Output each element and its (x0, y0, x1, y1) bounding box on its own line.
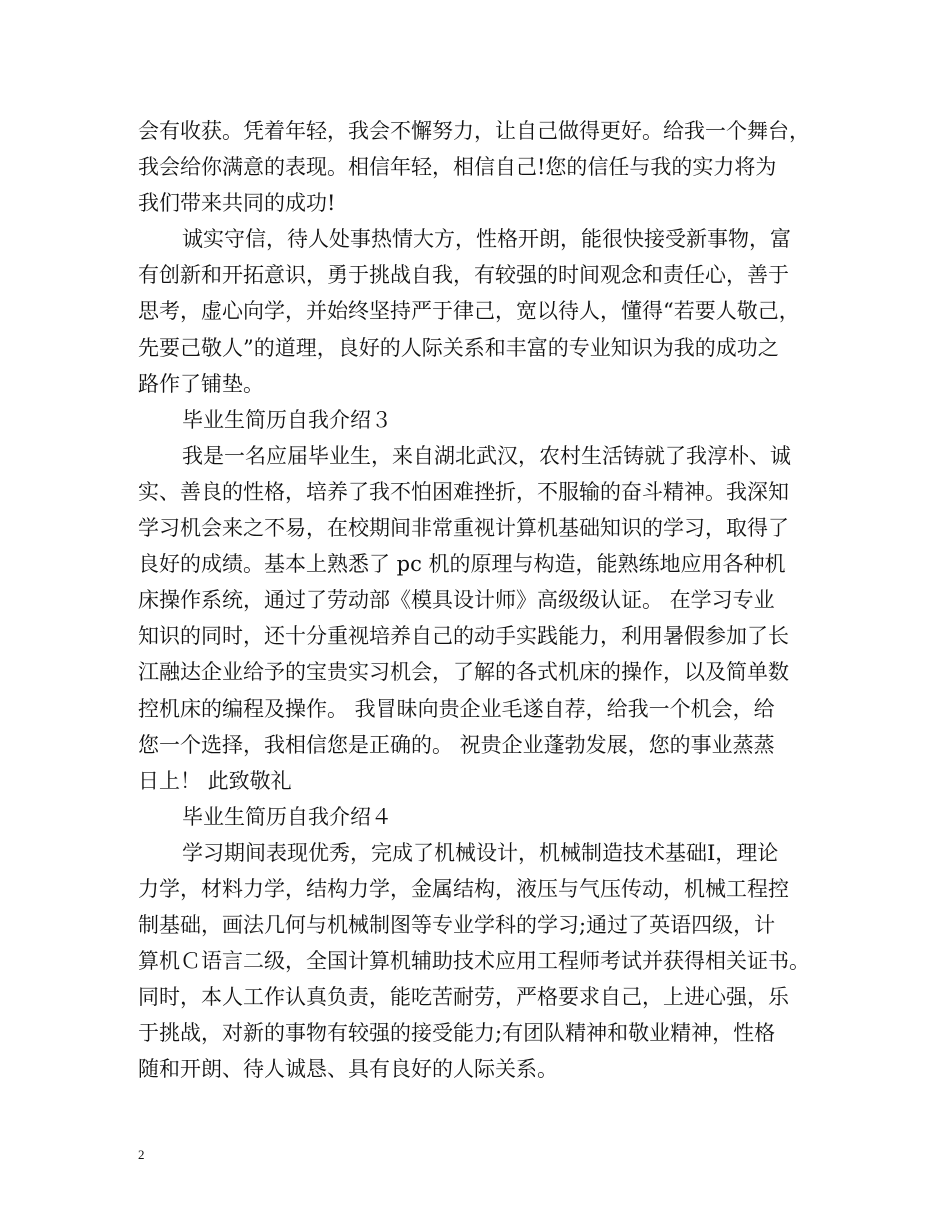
text-line: 学习期间表现优秀，完成了机械设计，机械制造技术基础Ⅰ，理论 (182, 840, 779, 865)
text-line: 毕业生简历自我介绍３ (182, 407, 392, 432)
text-line: 制基础，画法几何与机械制图等专业学科的学习;通过了英语四级，计 (138, 913, 776, 938)
text-line: 毕业生简历自我介绍４ (182, 804, 392, 829)
text-line: 控机床的编程及操作。 我冒昧向贵企业毛遂自荐，给我一个机会，给 (138, 696, 775, 721)
text-line: 我们带来共同的成功! (138, 191, 336, 216)
text-line: 良好的成绩。基本上熟悉了 pc 机的原理与构造，能熟练地应用各种机 (138, 552, 786, 577)
text-line: 床操作系统，通过了劳动部《模具设计师》高级级认证。 在学习专业 (138, 588, 775, 613)
text-line: 有创新和开拓意识，勇于挑战自我，有较强的时间观念和责任心，善于 (138, 263, 789, 288)
text-line: 我是一名应届毕业生，来自湖北武汉，农村生活铸就了我淳朴、诚 (182, 443, 791, 468)
text-line: 思考，虚心向学，并始终坚持严于律己，宽以待人，懂得“若要人敬己， (138, 299, 800, 324)
text-line: 江融达企业给予的宝贵实习机会，了解的各式机床的操作，以及简单数 (138, 660, 789, 685)
text-line: 您一个选择，我相信您是正确的。 祝贵企业蓬勃发展，您的事业蒸蒸 (138, 732, 775, 757)
text-line: 先要己敬人”的道理，良好的人际关系和丰富的专业知识为我的成功之 (138, 335, 779, 360)
text-line: 诚实守信，待人处事热情大方，性格开朗，能很快接受新事物，富 (182, 227, 791, 252)
text-line: 于挑战，对新的事物有较强的接受能力;有团队精神和敬业精神，性格 (138, 1021, 776, 1046)
page-number: 2 (138, 1147, 145, 1162)
text-line: 力学，材料力学，结构力学，金属结构，液压与气压传动，机械工程控 (138, 876, 789, 901)
text-line: 随和开朗、待人诚恳、具有良好的人际关系。 (138, 1057, 558, 1082)
text-line: 算机Ｃ语言二级，全国计算机辅助技术应用工程师考试并获得相关证书。 (138, 949, 810, 974)
text-line: 同时，本人工作认真负责，能吃苦耐劳，严格要求自己，上进心强，乐 (138, 985, 789, 1010)
text-line: 日上！ 此致敬礼 (138, 768, 292, 793)
text-line: 路作了铺垫。 (138, 371, 264, 396)
text-line: 会有收获。凭着年轻，我会不懈努力，让自己做得更好。给我一个舞台， (138, 119, 810, 143)
text-line: 学习机会来之不易，在校期间非常重视计算机基础知识的学习，取得了 (138, 516, 789, 541)
document-body (138, 113, 828, 1088)
text-line: 实、善良的性格，培养了我不怕困难挫折，不服输的奋斗精神。我深知 (138, 479, 789, 504)
text-line: 知识的同时，还十分重视培养自己的动手实践能力，利用暑假参加了长 (138, 624, 789, 649)
text-line: 我会给你满意的表现。相信年轻，相信自己!您的信任与我的实力将为 (138, 155, 777, 180)
